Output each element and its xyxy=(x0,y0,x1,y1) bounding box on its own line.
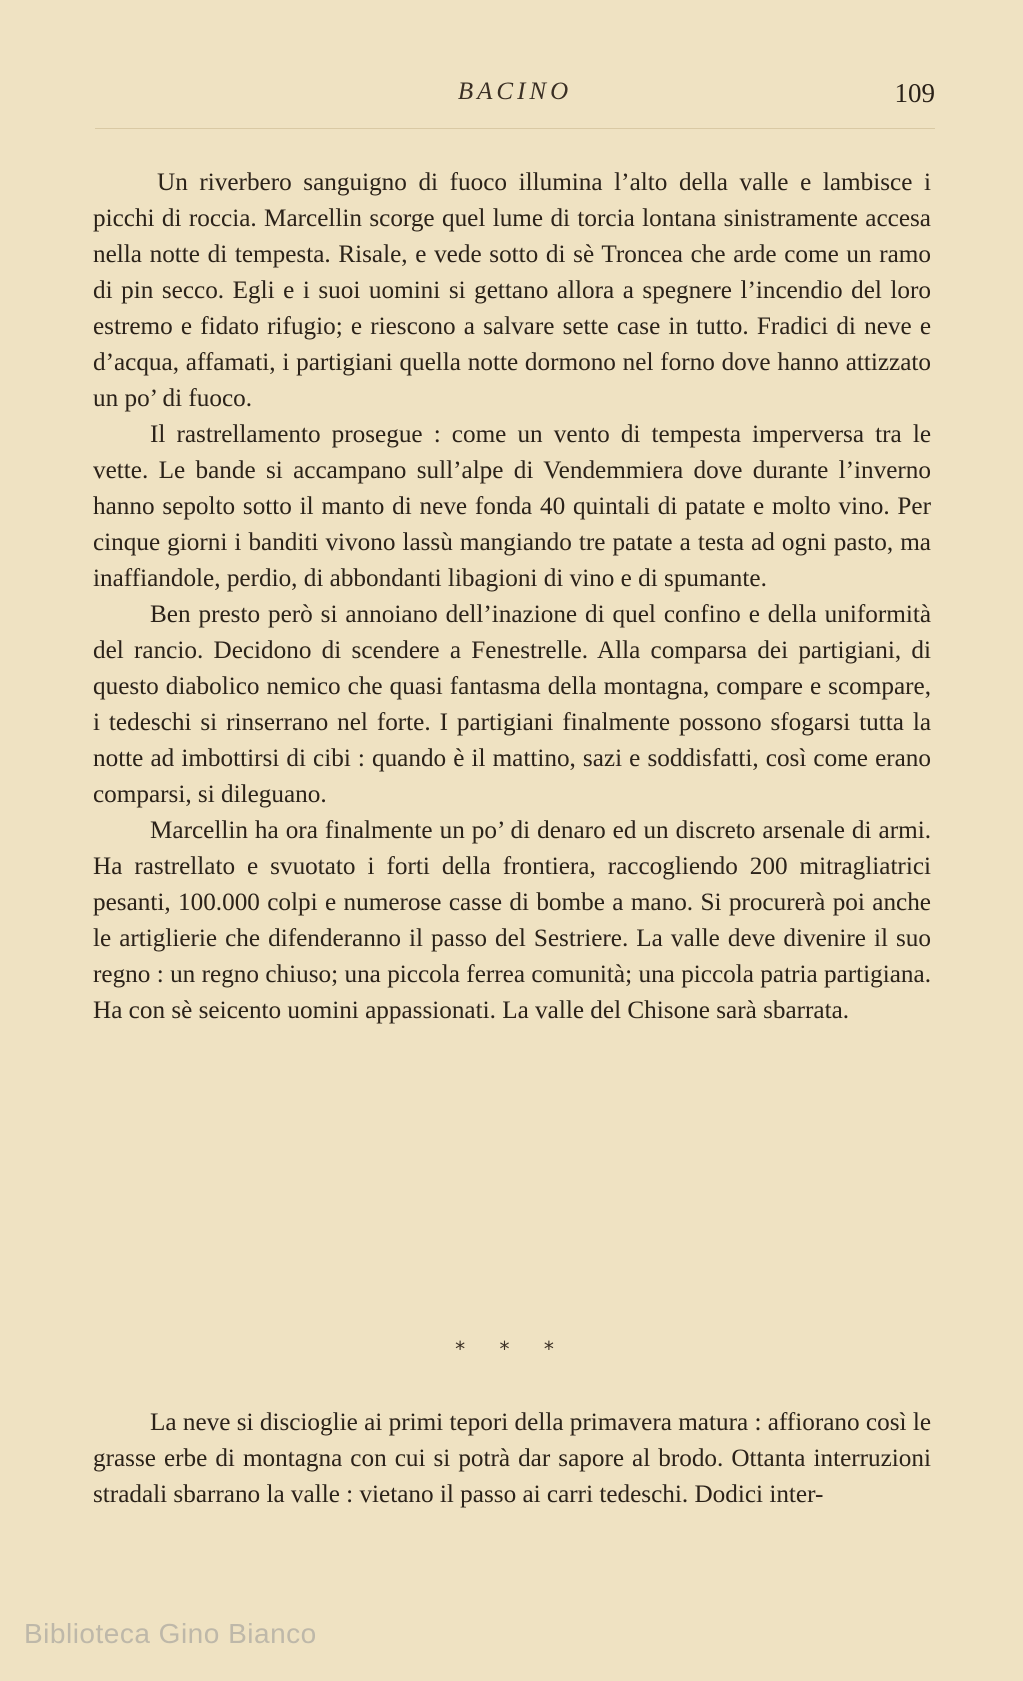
main-text xyxy=(93,165,931,1029)
paragraph: Il rastrellamento prosegue : come un vento di tempesta imperversa tra le vette. Le bande si accampano sull’alpe di Vendemmiera dove durante l’inverno hanno sepolto sotto il manto di neve fonda 40 quintali di patate e molto vino. Per cinque giorni i banditi vivono lassù mangiando tre patate a testa ad ogni pasto, ma inaffiandole, perdio, di abbondanti libagioni di vino e di spumante. xyxy=(93,421,931,592)
continuation-text xyxy=(93,1405,931,1513)
page-number: 109 xyxy=(894,78,935,108)
library-watermark: Biblioteca Gino Bianco xyxy=(24,1618,317,1649)
paragraph: Marcellin ha ora finalmente un po’ di denaro ed un discreto arsenale di armi. Ha rastrellato e svuotato i forti della frontiera, raccogliendo 200 mitragliatrici pesanti, 100.000 colpi e numerose casse di bombe a mano. Si procurerà poi anche le artiglierie che difenderanno il passo del Sestriere. La valle deve divenire il suo regno : un regno chiuso; una piccola ferrea comunità; una piccola patria partigiana. Ha con sè seicento uomini appassionati. La valle del Chisone sarà sbarrata. xyxy=(93,817,931,1024)
header-rule xyxy=(95,128,935,129)
paragraph: Ben presto però si annoiano dell’inazione di quel confino e della uniformità del rancio. Decidono di scendere a Fenestrelle. Alla comparsa dei partigiani, di questo diabolico nemico che quasi fantasma della montagna, compare e scompare, i tedeschi si rinserrano nel forte. I partigiani finalmente possono sfogarsi tutta la notte ad imbottirsi di cibi : quando è il mattino, sazi e soddisfatti, così come erano comparsi, si dileguano. xyxy=(93,601,931,808)
section-separator: * * * xyxy=(455,1337,568,1361)
paragraph: Un riverbero sanguigno di fuoco illumina l’alto della valle e lambisce i picchi di roccia. Marcellin scorge quel lume di torcia lontana sinistramente accesa nella notte di tempesta. Risale, e vede sotto di sè Troncea che arde come un ramo di pin secco. Egli e i suoi uomini si gettano allora a spegnere l’incendio del loro estremo e fidato rifugio; e riescono a salvare sette case in tutto. Fradici di neve e d’acqua, affamati, i partigiani quella notte dormono nel forno dove hanno attizzato un po’ di fuoco. xyxy=(93,169,931,412)
paragraph: La neve si discioglie ai primi tepori della primavera matura : affiorano così le grasse erbe di montagna con cui si potrà dar sapore al brodo. Ottanta interruzioni stradali sbarrano la valle : vietano il passo ai carri tedeschi. Dodici inter- xyxy=(93,1409,931,1508)
running-title: BACINO xyxy=(457,78,573,105)
page-header xyxy=(95,78,935,118)
